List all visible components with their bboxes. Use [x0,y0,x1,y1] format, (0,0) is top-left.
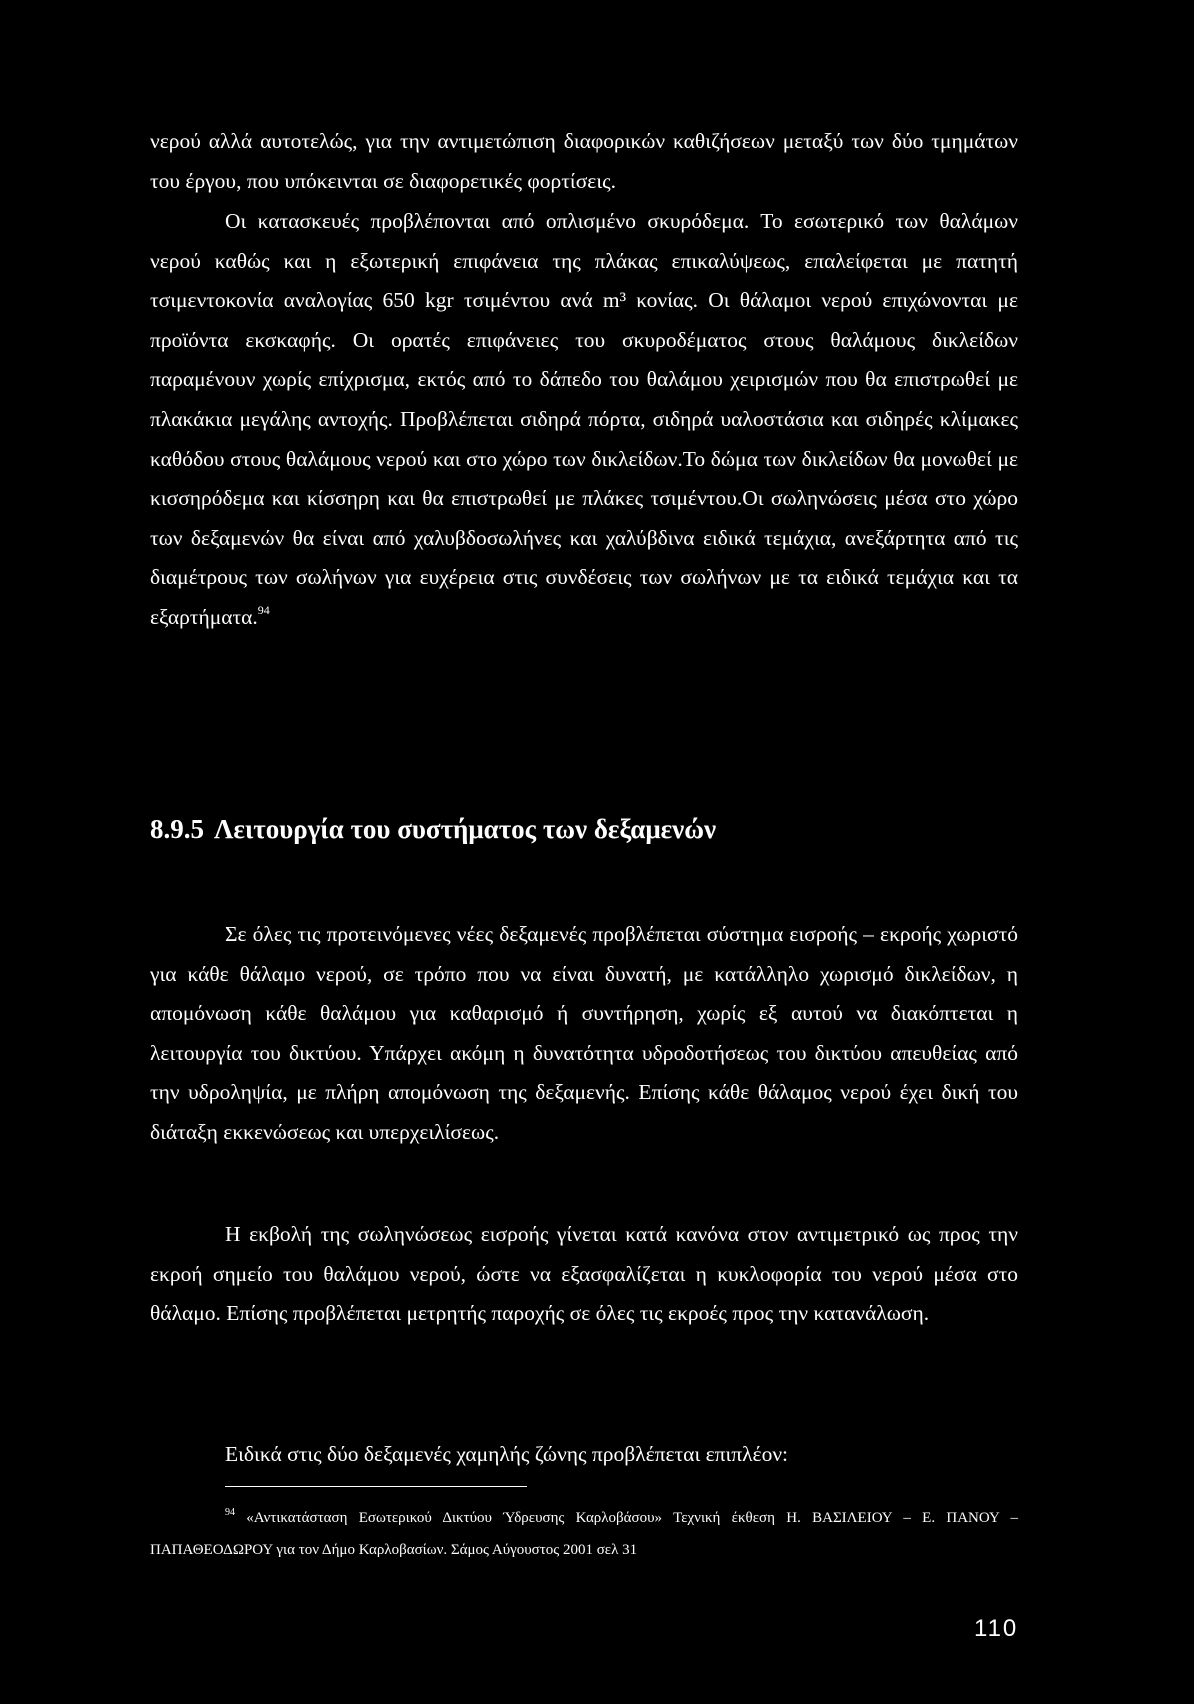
paragraph-construction [150,202,1018,638]
footnote-reference[interactable]: 94 [257,602,270,617]
section-title: Λειτουργία του συστήματος των δεξαμενών [214,814,717,844]
paragraph-inflow-discharge: Η εκβολή της σωληνώσεως εισροής γίνεται κατά κανόνα στον αντιμετρικό ως προς την εκροή σημείο του θαλάμου νερού, ώστε να εξασφαλίζεται η κυκλοφορία του νερού μέσα στο θάλαμο. Επίσης προβλέπεται μετρητής παροχής σε όλες τις εκροές προς την κατανάλωση. [150,1222,1018,1326]
footnote-divider [225,1486,527,1487]
section-number: 8.9.5 [150,814,204,844]
section-heading [150,814,716,845]
footnote-number: 94 [225,1507,235,1518]
paragraph-low-zone-tanks: Ειδικά στις δύο δεξαμενές χαμηλής ζώνης προβλέπεται επιπλέον: [225,1442,789,1466]
paragraph-inflow-outflow-system: Σε όλες τις προτεινόμενες νέες δεξαμενές προβλέπεται σύστημα εισροής – εκροής χωριστό για κάθε θάλαμο νερού, σε τρόπο που να είναι δυνατή, με κατάλληλο χωρισμό δικλείδων, η απομόνωση κάθε θαλάμου για καθαρισμό ή συντήρηση, χωρίς εξ αυτού να διακόπτεται η λειτουργία του δικτύου. Υπάρχει ακόμη η δυνατότητα υδροδοτήσεως του δικτύου απευθείας από την υδροληψία, με πλήρη απομόνωση της δεξαμενής. Επίσης κάθε θάλαμος νερού έχει δική του διάταξη εκκενώσεως και υπερχειλίσεως. [150,922,1018,1144]
page-number: 110 [974,1615,1019,1642]
paragraph-continued: νερού αλλά αυτοτελώς, για την αντιμετώπιση διαφορικών καθιζήσεων μεταξύ των δύο τμημάτων του έργου, που υπόκεινται σε διαφορετικές φορτίσεις. [150,129,1018,193]
footnote [150,1502,1018,1566]
paragraph-construction-text: Οι κατασκευές προβλέπονται από οπλισμένο σκυρόδεμα. Το εσωτερικό των θαλάμων νερού καθώς και η εξωτερική επιφάνεια της πλάκας επικαλύψεως, επαλείφεται με πατητή τσιμεντοκονία αναλογίας 650 kgr τσιμέντου ανά m³ κονίας. Οι θάλαμοι νερού επιχώνονται με προϊόντα εκσκαφής. Οι ορατές επιφάνειες του σκυροδέματος στους θαλάμους δικλείδων παραμένουν χωρίς επίχρισμα, εκτός από το δάπεδο του θαλάμου χειρισμών που θα επιστρωθεί με πλακάκια μεγάλης αντοχής. Προβλέπεται σιδηρά πόρτα, σιδηρά υαλοστάσια και σιδηρές κλίμακες καθόδου στους θαλάμους νερού και στο χώρο των δικλείδων.Το δώμα των δικλείδων θα μονωθεί με κισσηρόδεμα και κίσσηρη και θα επιστρωθεί με πλάκες τσιμέντου.Οι σωληνώσεις μέσα στο χώρο των δεξαμενών θα είναι από χαλυβδοσωλήνες και χαλύβδινα ειδικά τεμάχια, ανεξάρτητα από τις διαμέτρους των σωλήνων για ευχέρεια στις συνδέσεις των σωλήνων με τα ειδικά τεμάχια και τα εξαρτήματα. [150,209,1018,629]
footnote-text: «Αντικατάσταση Εσωτερικού Δικτύου Ύδρευσης Καρλοβάσου» Τεχνική έκθεση Η. ΒΑΣΙΛΕΙΟΥ – Ε. ΠΑΝΟΥ – ΠΑΠΑΘΕΟΔΩΡΟΥ για τον Δήμο Καρλοβασίων. Σάμος Αύγουστος 2001 σελ 31 [150,1510,1019,1558]
